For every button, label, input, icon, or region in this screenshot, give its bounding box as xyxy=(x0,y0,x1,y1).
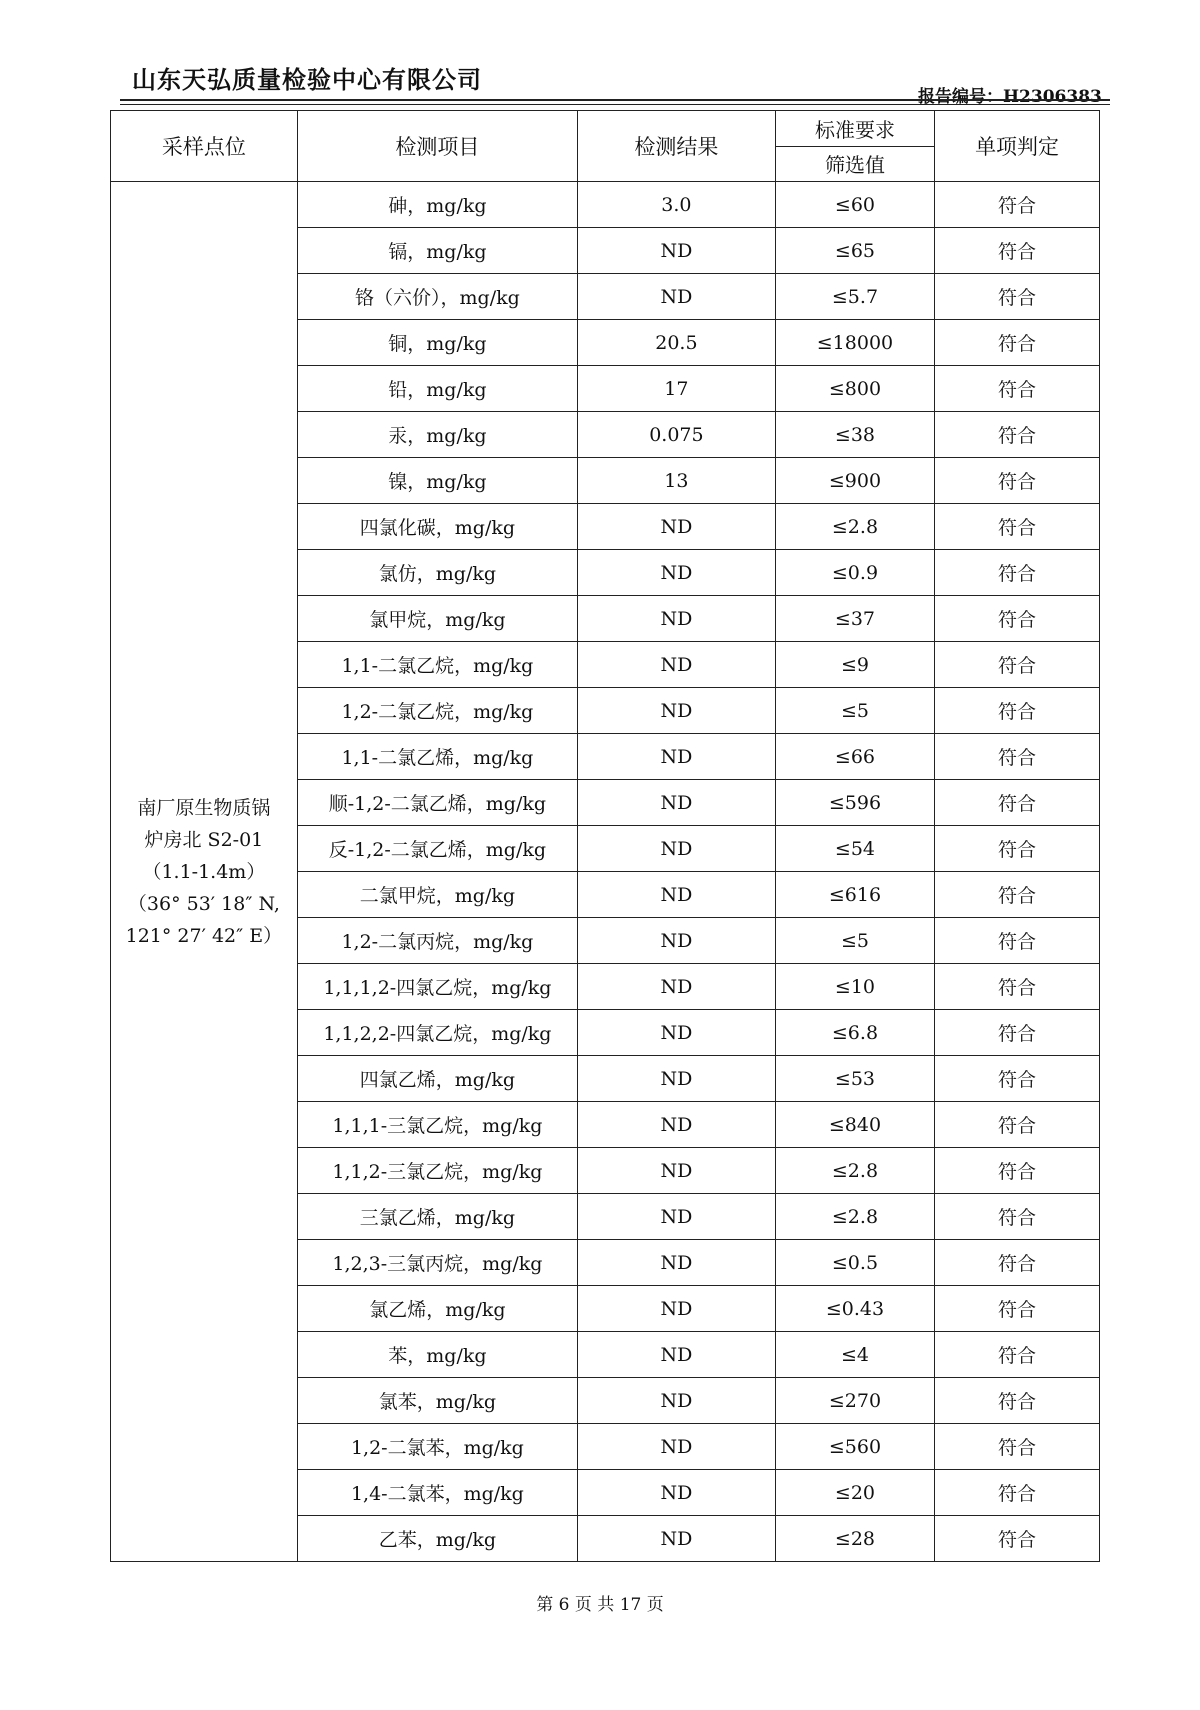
result-cell: ND xyxy=(578,274,776,320)
screening-value-cell: ≤60 xyxy=(775,182,934,228)
result-cell: 3.0 xyxy=(578,182,776,228)
screening-value-cell: ≤6.8 xyxy=(775,1010,934,1056)
judgment-cell: 符合 xyxy=(935,228,1100,274)
result-cell: ND xyxy=(578,1470,776,1516)
screening-value-cell: ≤18000 xyxy=(775,320,934,366)
screening-value-cell: ≤66 xyxy=(775,734,934,780)
result-cell: ND xyxy=(578,504,776,550)
test-item-cell: 氯仿，mg/kg xyxy=(297,550,577,596)
result-cell: 20.5 xyxy=(578,320,776,366)
test-item-cell: 铬（六价），mg/kg xyxy=(297,274,577,320)
result-cell: 0.075 xyxy=(578,412,776,458)
result-cell: ND xyxy=(578,780,776,826)
table-row xyxy=(111,182,1100,228)
sampling-site-line4: （36° 53′ 18″ N, xyxy=(127,892,280,915)
judgment-cell: 符合 xyxy=(935,458,1100,504)
result-cell: ND xyxy=(578,550,776,596)
screening-value-cell: ≤0.43 xyxy=(775,1286,934,1332)
test-item-cell: 1,2-二氯丙烷，mg/kg xyxy=(297,918,577,964)
judgment-cell: 符合 xyxy=(935,918,1100,964)
results-body xyxy=(111,182,1100,1562)
screening-value-cell: ≤38 xyxy=(775,412,934,458)
screening-value-cell: ≤2.8 xyxy=(775,504,934,550)
judgment-cell: 符合 xyxy=(935,1286,1100,1332)
sampling-site-line2: 炉房北 S2-01 xyxy=(144,828,264,851)
result-cell: ND xyxy=(578,1424,776,1470)
test-item-cell: 三氯乙烯，mg/kg xyxy=(297,1194,577,1240)
judgment-cell: 符合 xyxy=(935,274,1100,320)
test-item-cell: 汞，mg/kg xyxy=(297,412,577,458)
screening-value-cell: ≤9 xyxy=(775,642,934,688)
sampling-site-line1: 南厂原生物质锅 xyxy=(137,796,271,819)
result-cell: ND xyxy=(578,1102,776,1148)
screening-value-cell: ≤616 xyxy=(775,872,934,918)
judgment-cell: 符合 xyxy=(935,1470,1100,1516)
result-cell: ND xyxy=(578,872,776,918)
header-standard: 标准要求 xyxy=(775,111,934,147)
judgment-cell: 符合 xyxy=(935,642,1100,688)
test-item-cell: 砷，mg/kg xyxy=(297,182,577,228)
result-cell: ND xyxy=(578,688,776,734)
screening-value-cell: ≤54 xyxy=(775,826,934,872)
judgment-cell: 符合 xyxy=(935,1148,1100,1194)
test-item-cell: 苯，mg/kg xyxy=(297,1332,577,1378)
result-cell: ND xyxy=(578,826,776,872)
test-item-cell: 1,2-二氯苯，mg/kg xyxy=(297,1424,577,1470)
judgment-cell: 符合 xyxy=(935,1056,1100,1102)
test-item-cell: 1,1-二氯乙烷，mg/kg xyxy=(297,642,577,688)
result-cell: ND xyxy=(578,1378,776,1424)
judgment-cell: 符合 xyxy=(935,826,1100,872)
screening-value-cell: ≤28 xyxy=(775,1516,934,1562)
test-item-cell: 1,1,1,2-四氯乙烷，mg/kg xyxy=(297,964,577,1010)
page-number: 第 6 页 共 17 页 xyxy=(536,1595,664,1615)
judgment-cell: 符合 xyxy=(935,550,1100,596)
judgment-cell: 符合 xyxy=(935,366,1100,412)
test-item-cell: 氯苯，mg/kg xyxy=(297,1378,577,1424)
judgment-cell: 符合 xyxy=(935,1332,1100,1378)
result-cell: ND xyxy=(578,642,776,688)
result-cell: ND xyxy=(578,1332,776,1378)
result-cell: ND xyxy=(578,734,776,780)
result-cell: ND xyxy=(578,596,776,642)
test-item-cell: 1,1,1-三氯乙烷，mg/kg xyxy=(297,1102,577,1148)
result-cell: ND xyxy=(578,964,776,1010)
header-screening: 筛选值 xyxy=(775,146,934,182)
screening-value-cell: ≤65 xyxy=(775,228,934,274)
judgment-cell: 符合 xyxy=(935,596,1100,642)
header-site: 采样点位 xyxy=(111,111,298,182)
judgment-cell: 符合 xyxy=(935,1378,1100,1424)
judgment-cell: 符合 xyxy=(935,504,1100,550)
screening-value-cell: ≤37 xyxy=(775,596,934,642)
judgment-cell: 符合 xyxy=(935,872,1100,918)
screening-value-cell: ≤20 xyxy=(775,1470,934,1516)
judgment-cell: 符合 xyxy=(935,964,1100,1010)
test-item-cell: 四氯乙烯，mg/kg xyxy=(297,1056,577,1102)
header-divider-thin xyxy=(120,104,1110,105)
screening-value-cell: ≤5.7 xyxy=(775,274,934,320)
screening-value-cell: ≤0.9 xyxy=(775,550,934,596)
judgment-cell: 符合 xyxy=(935,780,1100,826)
test-item-cell: 反-1,2-二氯乙烯，mg/kg xyxy=(297,826,577,872)
report-number-label: 报告编号： xyxy=(918,87,1003,107)
result-cell: ND xyxy=(578,228,776,274)
screening-value-cell: ≤53 xyxy=(775,1056,934,1102)
test-item-cell: 铜，mg/kg xyxy=(297,320,577,366)
test-item-cell: 1,2,3-三氯丙烷，mg/kg xyxy=(297,1240,577,1286)
result-cell: ND xyxy=(578,1056,776,1102)
screening-value-cell: ≤4 xyxy=(775,1332,934,1378)
result-cell: ND xyxy=(578,1148,776,1194)
screening-value-cell: ≤2.8 xyxy=(775,1148,934,1194)
result-cell: 17 xyxy=(578,366,776,412)
header-result: 检测结果 xyxy=(578,111,776,182)
result-cell: ND xyxy=(578,1010,776,1056)
test-item-cell: 1,1,2,2-四氯乙烷，mg/kg xyxy=(297,1010,577,1056)
test-item-cell: 二氯甲烷，mg/kg xyxy=(297,872,577,918)
judgment-cell: 符合 xyxy=(935,1240,1100,1286)
result-cell: ND xyxy=(578,1286,776,1332)
test-item-cell: 1,1,2-三氯乙烷，mg/kg xyxy=(297,1148,577,1194)
test-item-cell: 氯甲烷，mg/kg xyxy=(297,596,577,642)
screening-value-cell: ≤10 xyxy=(775,964,934,1010)
screening-value-cell: ≤5 xyxy=(775,918,934,964)
screening-value-cell: ≤596 xyxy=(775,780,934,826)
header-judgment: 单项判定 xyxy=(935,111,1100,182)
judgment-cell: 符合 xyxy=(935,688,1100,734)
sampling-site-line5: 121° 27′ 42″ E） xyxy=(125,924,283,947)
judgment-cell: 符合 xyxy=(935,734,1100,780)
judgment-cell: 符合 xyxy=(935,1194,1100,1240)
test-item-cell: 四氯化碳，mg/kg xyxy=(297,504,577,550)
screening-value-cell: ≤840 xyxy=(775,1102,934,1148)
test-item-cell: 氯乙烯，mg/kg xyxy=(297,1286,577,1332)
test-item-cell: 1,4-二氯苯，mg/kg xyxy=(297,1470,577,1516)
test-item-cell: 1,1-二氯乙烯，mg/kg xyxy=(297,734,577,780)
screening-value-cell: ≤5 xyxy=(775,688,934,734)
judgment-cell: 符合 xyxy=(935,1010,1100,1056)
judgment-cell: 符合 xyxy=(935,182,1100,228)
header-divider xyxy=(120,99,1110,101)
test-item-cell: 镉，mg/kg xyxy=(297,228,577,274)
screening-value-cell: ≤0.5 xyxy=(775,1240,934,1286)
result-cell: ND xyxy=(578,1194,776,1240)
header-item: 检测项目 xyxy=(297,111,577,182)
sampling-site-cell xyxy=(111,182,298,1562)
test-item-cell: 顺-1,2-二氯乙烯，mg/kg xyxy=(297,780,577,826)
screening-value-cell: ≤560 xyxy=(775,1424,934,1470)
result-cell: ND xyxy=(578,1240,776,1286)
test-item-cell: 乙苯，mg/kg xyxy=(297,1516,577,1562)
judgment-cell: 符合 xyxy=(935,1516,1100,1562)
test-item-cell: 1,2-二氯乙烷，mg/kg xyxy=(297,688,577,734)
results-table xyxy=(110,110,1100,1562)
sampling-site-line3: （1.1-1.4m） xyxy=(142,860,266,883)
screening-value-cell: ≤800 xyxy=(775,366,934,412)
test-item-cell: 铅，mg/kg xyxy=(297,366,577,412)
test-item-cell: 镍，mg/kg xyxy=(297,458,577,504)
company-name: 山东天弘质量检验中心有限公司 xyxy=(132,66,482,94)
report-number-value: H2306383 xyxy=(1003,87,1102,107)
result-cell: ND xyxy=(578,918,776,964)
result-cell: ND xyxy=(578,1516,776,1562)
screening-value-cell: ≤270 xyxy=(775,1378,934,1424)
judgment-cell: 符合 xyxy=(935,320,1100,366)
screening-value-cell: ≤2.8 xyxy=(775,1194,934,1240)
judgment-cell: 符合 xyxy=(935,412,1100,458)
judgment-cell: 符合 xyxy=(935,1102,1100,1148)
result-cell: 13 xyxy=(578,458,776,504)
screening-value-cell: ≤900 xyxy=(775,458,934,504)
judgment-cell: 符合 xyxy=(935,1424,1100,1470)
